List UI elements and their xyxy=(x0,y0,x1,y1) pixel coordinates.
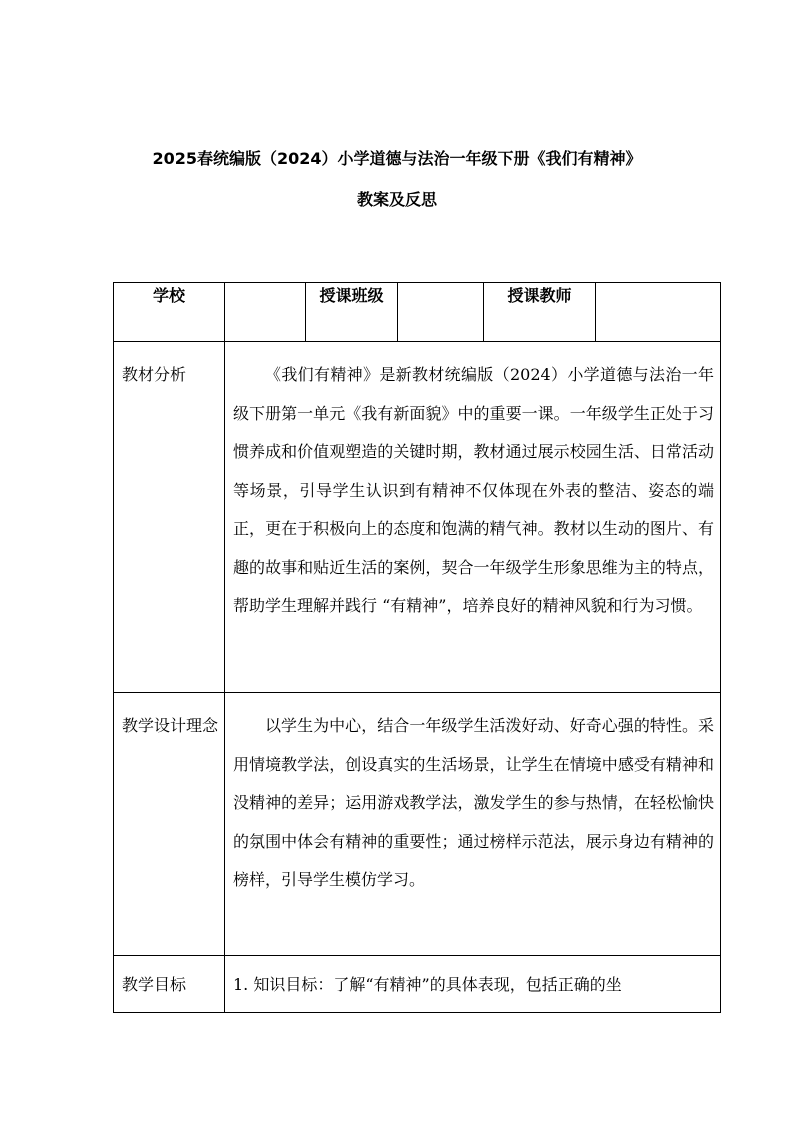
row-label-teaching-goals: 教学目标 xyxy=(114,956,225,1013)
school-value[interactable] xyxy=(225,283,306,342)
lesson-plan-table xyxy=(113,282,721,1013)
row-content-teaching-goals xyxy=(225,956,721,1013)
teacher-value[interactable] xyxy=(596,283,721,342)
class-value[interactable] xyxy=(398,283,484,342)
row-label-textbook-analysis: 教材分析 xyxy=(114,342,225,693)
document-subtitle: 教案及反思 xyxy=(356,190,437,209)
header-row xyxy=(114,283,721,342)
table-row xyxy=(114,956,721,1013)
design-concept-text: 以学生为中心，结合一年级学生活泼好动、好奇心强的特性。采用情境教学法，创设真实的生活场景，让学生在情境中感受有精神和没精神的差异；运用游戏教学法，激发学生的参与热情，在轻松愉快的氛围中体会有精神的重要性；通过榜样示范法，展示身边有精神的榜样，引导学生模仿学习。 xyxy=(233,716,714,889)
document-title: 2025春统编版（2024）小学道德与法治一年级下册《我们有精神》 xyxy=(152,149,642,168)
textbook-analysis-text: 《我们有精神》是新教材统编版（2024）小学道德与法治一年级下册第一单元《我有新面貌》中的重要一课。一年级学生正处于习惯养成和价值观塑造的关键时期，教材通过展示校园生活、日常活动等场景，引导学生认识到有精神不仅体现在外表的整洁、姿态的端正，更在于积极向上的态度和饱满的精气神。教材以生动的图片、有趣的故事和贴近生活的案例，契合一年级学生形象思维为主的特点，帮助学生理解并践行 “有精神”，培养良好的精神风貌和行为习惯。 xyxy=(233,365,714,615)
table-row xyxy=(114,342,721,693)
teaching-goals-text: 1. 知识目标：了解“有精神”的具体表现，包括正确的坐 xyxy=(233,975,622,994)
row-content-design-concept xyxy=(225,693,721,956)
school-label: 学校 xyxy=(114,283,225,342)
class-label: 授课班级 xyxy=(306,283,398,342)
row-content-textbook-analysis xyxy=(225,342,721,693)
row-label-design-concept: 教学设计理念 xyxy=(114,693,225,956)
table-row xyxy=(114,693,721,956)
teacher-label: 授课教师 xyxy=(484,283,596,342)
